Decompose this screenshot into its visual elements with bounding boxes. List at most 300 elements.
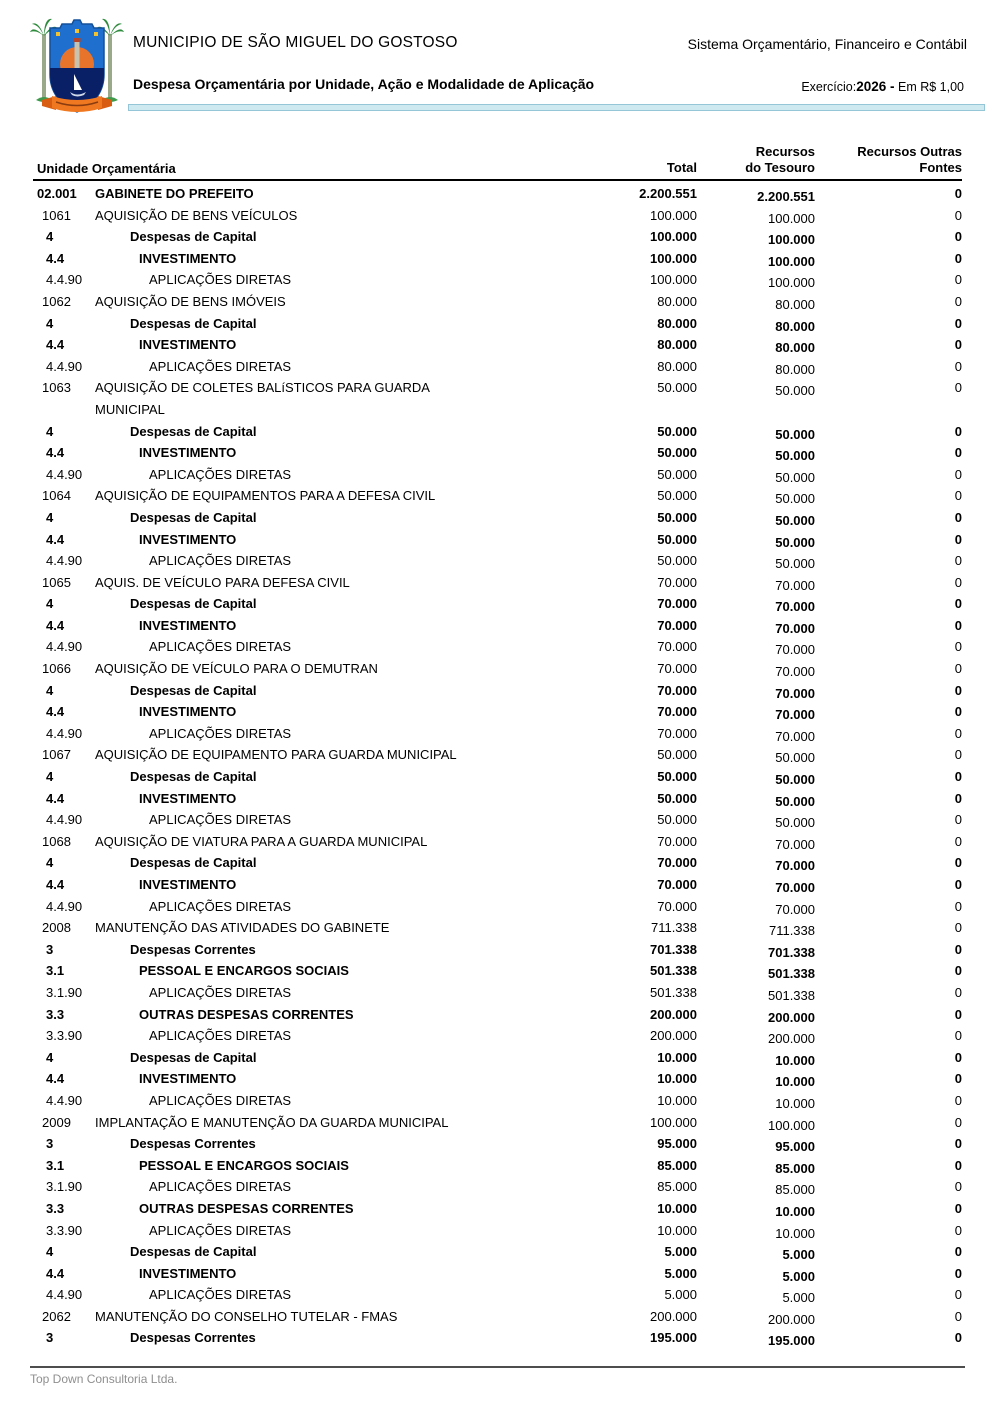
- row-outras: 0: [954, 380, 962, 396]
- row-code: 4.4.90: [46, 725, 83, 741]
- row-total: 50.000: [657, 423, 697, 439]
- row-description: OUTRAS DESPESAS CORRENTES: [139, 1006, 354, 1022]
- municipality-name: MUNICIPIO DE SÃO MIGUEL DO GOSTOSO: [133, 34, 458, 51]
- row-outras: 0: [954, 1092, 962, 1108]
- header-accent-bar: [128, 104, 985, 111]
- row-tesouro: 50.000: [775, 750, 815, 766]
- row-code: 4.4.90: [46, 898, 83, 914]
- row-outras: 0: [954, 272, 962, 288]
- row-tesouro: 80.000: [775, 340, 815, 356]
- row-tesouro: 70.000: [775, 599, 815, 615]
- row-code: 02.001: [37, 186, 77, 201]
- row-outras: 0: [954, 1136, 962, 1152]
- row-description: PESSOAL E ENCARGOS SOCIAIS: [139, 1157, 349, 1173]
- row-tesouro: 70.000: [775, 620, 815, 636]
- row-description: AQUISIÇÃO DE BENS IMÓVEIS: [95, 293, 286, 309]
- row-code: 3.1.90: [46, 1179, 83, 1195]
- row-description: INVESTIMENTO: [139, 1265, 237, 1281]
- row-total: 70.000: [657, 639, 697, 655]
- row-description: Despesas de Capital: [130, 509, 257, 525]
- row-code: 4.4: [46, 250, 65, 266]
- row-total: 10.000: [657, 1200, 697, 1216]
- row-tesouro: 70.000: [775, 577, 815, 593]
- row-total: 10.000: [657, 1049, 697, 1065]
- row-total: 85.000: [657, 1179, 697, 1195]
- row-total: 50.000: [657, 747, 697, 763]
- column-header-total: Total: [666, 160, 697, 175]
- row-outras: 0: [954, 1179, 962, 1195]
- row-description: Despesas de Capital: [130, 1244, 257, 1260]
- row-outras: 0: [954, 553, 962, 569]
- table-row: [33, 1220, 962, 1242]
- row-total: 70.000: [657, 855, 697, 871]
- row-outras: 0: [954, 833, 962, 849]
- column-header-unit: Unidade Orçamentária: [37, 161, 176, 176]
- table-row: [33, 939, 962, 961]
- exercise-label: Exercício:: [801, 80, 857, 94]
- row-tesouro: 10.000: [775, 1052, 815, 1068]
- table-row: [33, 1198, 962, 1220]
- table-row: [33, 766, 962, 788]
- row-code: 4: [46, 855, 54, 871]
- row-total: 195.000: [650, 1330, 697, 1346]
- row-code: 1064: [42, 488, 71, 504]
- table-row: [33, 1068, 962, 1090]
- row-description: AQUISIÇÃO DE EQUIPAMENTOS PARA A DEFESA CIVIL: [95, 488, 436, 504]
- row-tesouro: 711.338: [768, 923, 815, 939]
- row-tesouro: 70.000: [775, 707, 815, 723]
- row-description: APLICAÇÕES DIRETAS: [149, 1028, 292, 1044]
- row-outras: 0: [954, 1287, 962, 1303]
- row-outras: 0: [954, 877, 962, 892]
- row-tesouro: 50.000: [775, 815, 815, 831]
- row-total: 10.000: [657, 1092, 697, 1108]
- row-outras: 0: [954, 682, 962, 698]
- row-description: APLICAÇÕES DIRETAS: [149, 1222, 292, 1238]
- row-outras: 0: [954, 1049, 962, 1065]
- row-tesouro: 70.000: [775, 858, 815, 874]
- row-outras: 0: [954, 423, 962, 439]
- row-code: 4: [46, 1049, 54, 1065]
- row-description: APLICAÇÕES DIRETAS: [149, 725, 292, 741]
- table-row: [33, 701, 962, 723]
- table-row: [33, 960, 962, 982]
- row-code: 1065: [42, 574, 71, 590]
- row-total: 501.338: [650, 963, 697, 979]
- row-total: 70.000: [657, 725, 697, 741]
- row-description: INVESTIMENTO: [139, 531, 237, 547]
- row-outras: 0: [954, 790, 962, 806]
- row-outras: 0: [954, 1265, 962, 1281]
- row-tesouro: 501.338: [768, 987, 815, 1003]
- row-code: 1062: [42, 293, 71, 309]
- row-description: Despesas Correntes: [130, 941, 256, 957]
- row-description: INVESTIMENTO: [139, 250, 237, 266]
- row-code: 4.4: [46, 704, 65, 720]
- row-tesouro: 50.000: [775, 534, 815, 550]
- row-tesouro: 501.338: [768, 966, 815, 982]
- row-description: INVESTIMENTO: [139, 877, 237, 892]
- row-description: IMPLANTAÇÃO E MANUTENÇÃO DA GUARDA MUNICIPAL: [95, 1114, 449, 1130]
- row-tesouro: 701.338: [768, 944, 815, 960]
- row-code: 3.3: [46, 1006, 65, 1022]
- row-total: 501.338: [650, 984, 697, 1000]
- row-description: Despesas Correntes: [130, 1330, 256, 1346]
- row-code: 1061: [42, 207, 71, 223]
- row-tesouro: 200.000: [768, 1311, 815, 1327]
- row-outras: 0: [954, 596, 962, 612]
- row-description-line2: MUNICIPAL: [95, 401, 165, 417]
- row-outras: 0: [954, 617, 962, 633]
- row-description: APLICAÇÕES DIRETAS: [149, 984, 292, 1000]
- row-outras: 0: [954, 812, 962, 828]
- table-row: [33, 377, 962, 420]
- row-outras: 0: [954, 186, 962, 201]
- row-tesouro: 70.000: [775, 880, 815, 895]
- exercise-unit: Em R$ 1,00: [894, 80, 964, 94]
- row-code: 4.4: [46, 531, 65, 547]
- row-tesouro: 100.000: [768, 210, 815, 226]
- row-description: APLICAÇÕES DIRETAS: [149, 639, 292, 655]
- row-code: 4: [46, 315, 54, 331]
- row-tesouro: 5.000: [782, 1247, 815, 1263]
- table-row: [33, 982, 962, 1004]
- lighthouse: [75, 40, 80, 68]
- row-total: 200.000: [650, 1028, 697, 1044]
- row-total: 80.000: [657, 358, 697, 374]
- row-code: 4.4.90: [46, 358, 83, 374]
- page-footer: [30, 1366, 965, 1386]
- row-tesouro: 100.000: [768, 253, 815, 269]
- table-row: [33, 1025, 962, 1047]
- row-description: Despesas de Capital: [130, 855, 257, 871]
- row-tesouro: 5.000: [782, 1290, 815, 1306]
- row-description: APLICAÇÕES DIRETAS: [149, 812, 292, 828]
- row-tesouro: 50.000: [775, 772, 815, 788]
- row-code: 3: [46, 941, 54, 957]
- row-description: Despesas de Capital: [130, 1049, 257, 1065]
- table-row: [33, 464, 962, 486]
- row-total: 50.000: [657, 553, 697, 569]
- row-total: 70.000: [657, 898, 697, 914]
- row-total: 5.000: [664, 1287, 697, 1303]
- row-total: 50.000: [657, 769, 697, 785]
- row-outras: 0: [954, 963, 962, 979]
- row-description: AQUISIÇÃO DE EQUIPAMENTO PARA GUARDA MUNICIPAL: [95, 747, 457, 763]
- table-row: [33, 1090, 962, 1112]
- row-tesouro: 95.000: [775, 1139, 815, 1155]
- row-description: APLICAÇÕES DIRETAS: [149, 272, 292, 288]
- row-total: 80.000: [657, 315, 697, 331]
- row-tesouro: 50.000: [775, 556, 815, 572]
- row-tesouro: 200.000: [768, 1031, 815, 1047]
- row-tesouro: 70.000: [775, 642, 815, 658]
- row-description: INVESTIMENTO: [139, 617, 237, 633]
- table-row: [33, 917, 962, 939]
- row-outras: 0: [954, 725, 962, 741]
- row-tesouro: 5.000: [782, 1268, 815, 1284]
- row-code: 4.4: [46, 877, 65, 892]
- row-code: 2009: [42, 1114, 71, 1130]
- table-row: [33, 680, 962, 702]
- row-description: APLICAÇÕES DIRETAS: [149, 1179, 292, 1195]
- table-row: [33, 615, 962, 637]
- table-row: [33, 248, 962, 270]
- table-row: [33, 636, 962, 658]
- row-description: INVESTIMENTO: [139, 704, 237, 720]
- row-outras: 0: [954, 1028, 962, 1044]
- row-tesouro: 50.000: [775, 512, 815, 528]
- table-row: [33, 205, 962, 227]
- row-tesouro: 195.000: [768, 1333, 815, 1349]
- row-total: 701.338: [650, 941, 697, 957]
- budget-table: [33, 134, 962, 1349]
- row-description: Despesas de Capital: [130, 596, 257, 612]
- row-tesouro: 200.000: [768, 1009, 815, 1025]
- row-tesouro: 70.000: [775, 685, 815, 701]
- table-row: [33, 874, 962, 896]
- row-code: 4.4.90: [46, 553, 83, 569]
- table-row: [33, 1004, 962, 1026]
- row-description: APLICAÇÕES DIRETAS: [149, 358, 292, 374]
- column-header-tesouro: Recursos do Tesouro: [745, 144, 815, 175]
- table-row: [33, 809, 962, 831]
- row-outras: 0: [954, 941, 962, 957]
- row-outras: 0: [954, 337, 962, 353]
- table-row: [33, 1241, 962, 1263]
- row-code: 4: [46, 596, 54, 612]
- row-total: 70.000: [657, 877, 697, 892]
- row-description: AQUISIÇÃO DE COLETES BALíSTICOS PARA GUARDA MUNICIPAL: [95, 377, 601, 420]
- table-row: [33, 269, 962, 291]
- exercise-line: [801, 79, 964, 94]
- row-code: 2062: [42, 1308, 71, 1324]
- row-description: Despesas de Capital: [130, 423, 257, 439]
- table-row: [33, 788, 962, 810]
- row-code: 4.4.90: [46, 812, 83, 828]
- table-row: [33, 183, 962, 205]
- row-code: 4.4: [46, 790, 65, 806]
- row-code: 1063: [42, 380, 71, 396]
- row-outras: 0: [954, 488, 962, 504]
- row-total: 5.000: [664, 1265, 697, 1281]
- row-code: 4: [46, 1244, 54, 1260]
- row-outras: 0: [954, 920, 962, 936]
- row-code: 4: [46, 509, 54, 525]
- row-code: 4: [46, 229, 54, 245]
- table-row: [33, 334, 962, 356]
- row-description: APLICAÇÕES DIRETAS: [149, 553, 292, 569]
- row-outras: 0: [954, 574, 962, 590]
- row-description: Despesas de Capital: [130, 769, 257, 785]
- row-outras: 0: [954, 855, 962, 871]
- row-tesouro: 70.000: [775, 664, 815, 680]
- row-description: Despesas de Capital: [130, 315, 257, 331]
- row-total: 100.000: [650, 250, 697, 266]
- table-row: [33, 1284, 962, 1306]
- row-total: 80.000: [657, 293, 697, 309]
- row-code: 1066: [42, 661, 71, 677]
- row-code: 3.3.90: [46, 1222, 83, 1238]
- table-row: [33, 356, 962, 378]
- row-tesouro: 50.000: [775, 383, 815, 399]
- row-total: 70.000: [657, 833, 697, 849]
- row-description: APLICAÇÕES DIRETAS: [149, 466, 292, 482]
- row-code: 4.4.90: [46, 1287, 83, 1303]
- row-total: 70.000: [657, 574, 697, 590]
- row-outras: 0: [954, 1330, 962, 1346]
- row-outras: 0: [954, 229, 962, 245]
- row-description: MANUTENÇÃO DO CONSELHO TUTELAR - FMAS: [95, 1308, 398, 1324]
- table-body: [33, 181, 962, 1349]
- table-row: [33, 485, 962, 507]
- row-total: 95.000: [657, 1136, 697, 1152]
- table-row: [33, 831, 962, 853]
- table-row: [33, 1306, 962, 1328]
- row-tesouro: 50.000: [775, 448, 815, 464]
- table-row: [33, 744, 962, 766]
- row-outras: 0: [954, 1200, 962, 1216]
- row-total: 70.000: [657, 617, 697, 633]
- table-row: [33, 723, 962, 745]
- row-total: 50.000: [657, 531, 697, 547]
- row-total: 85.000: [657, 1157, 697, 1173]
- row-tesouro: 100.000: [768, 275, 815, 291]
- footer-company: Top Down Consultoria Ltda.: [30, 1372, 178, 1386]
- table-row: [33, 442, 962, 464]
- row-tesouro: 100.000: [768, 232, 815, 248]
- row-tesouro: 80.000: [775, 361, 815, 377]
- row-code: 3.3.90: [46, 1028, 83, 1044]
- row-description: AQUIS. DE VEÍCULO PARA DEFESA CIVIL: [95, 574, 350, 590]
- exercise-year: 2026 -: [856, 79, 895, 94]
- system-name: Sistema Orçamentário, Financeiro e Contábil: [687, 36, 967, 52]
- row-code: 4.4: [46, 337, 65, 353]
- row-code: 4.4: [46, 1265, 65, 1281]
- row-code: 4.4.90: [46, 466, 83, 482]
- row-code: 4: [46, 423, 54, 439]
- row-tesouro: 50.000: [775, 469, 815, 485]
- table-row: [33, 226, 962, 248]
- row-total: 50.000: [657, 812, 697, 828]
- row-description: APLICAÇÕES DIRETAS: [149, 1287, 292, 1303]
- row-total: 10.000: [657, 1222, 697, 1238]
- row-outras: 0: [954, 661, 962, 677]
- row-tesouro: 85.000: [775, 1160, 815, 1176]
- row-total: 50.000: [657, 445, 697, 461]
- row-total: 70.000: [657, 661, 697, 677]
- row-description: INVESTIMENTO: [139, 337, 237, 353]
- table-row: [33, 852, 962, 874]
- row-outras: 0: [954, 1157, 962, 1173]
- row-description: INVESTIMENTO: [139, 1071, 237, 1087]
- row-total: 10.000: [657, 1071, 697, 1087]
- table-row: [33, 529, 962, 551]
- row-outras: 0: [954, 509, 962, 525]
- row-code: 4.4.90: [46, 1092, 83, 1108]
- row-total: 50.000: [657, 509, 697, 525]
- row-code: 3.1: [46, 1157, 65, 1173]
- row-description: AQUISIÇÃO DE BENS VEÍCULOS: [95, 207, 298, 223]
- table-row: [33, 421, 962, 443]
- row-code: 4.4: [46, 1071, 65, 1087]
- row-tesouro: 10.000: [775, 1203, 815, 1219]
- row-total: 80.000: [657, 337, 697, 353]
- table-row: [33, 507, 962, 529]
- row-tesouro: 50.000: [775, 793, 815, 809]
- row-outras: 0: [954, 445, 962, 461]
- row-description: APLICAÇÕES DIRETAS: [149, 898, 292, 914]
- row-total: 70.000: [657, 596, 697, 612]
- row-description: INVESTIMENTO: [139, 445, 237, 461]
- row-tesouro: 80.000: [775, 318, 815, 334]
- row-code: 3.3: [46, 1200, 65, 1216]
- row-outras: 0: [954, 1071, 962, 1087]
- row-code: 3: [46, 1136, 54, 1152]
- row-total: 100.000: [650, 207, 697, 223]
- row-description: OUTRAS DESPESAS CORRENTES: [139, 1200, 354, 1216]
- row-outras: 0: [954, 207, 962, 223]
- row-outras: 0: [954, 1114, 962, 1130]
- municipal-coat-of-arms-logo: [30, 12, 124, 122]
- table-row: [33, 1133, 962, 1155]
- row-code: 4: [46, 682, 54, 698]
- row-description: Despesas Correntes: [130, 1136, 256, 1152]
- table-header-row: [33, 134, 962, 181]
- row-outras: 0: [954, 1244, 962, 1260]
- row-description: Despesas de Capital: [130, 229, 257, 245]
- row-code: 4.4: [46, 617, 65, 633]
- row-total: 100.000: [650, 229, 697, 245]
- row-tesouro: 70.000: [775, 728, 815, 744]
- row-code: 4.4.90: [46, 639, 83, 655]
- row-outras: 0: [954, 531, 962, 547]
- row-outras: 0: [954, 358, 962, 374]
- row-description: INVESTIMENTO: [139, 790, 237, 806]
- row-total: 100.000: [650, 272, 697, 288]
- row-code: 2008: [42, 920, 71, 936]
- table-row: [33, 1112, 962, 1134]
- row-code: 3.1: [46, 963, 65, 979]
- row-description: MANUTENÇÃO DAS ATIVIDADES DO GABINETE: [95, 920, 390, 936]
- row-description: GABINETE DO PREFEITO: [95, 186, 254, 201]
- table-row: [33, 1155, 962, 1177]
- column-header-outras: Recursos Outras Fontes: [857, 144, 962, 175]
- table-row: [33, 1176, 962, 1198]
- row-outras: 0: [954, 984, 962, 1000]
- row-tesouro: 70.000: [775, 901, 815, 917]
- row-tesouro: 10.000: [775, 1225, 815, 1241]
- row-total: 200.000: [650, 1308, 697, 1324]
- row-description: PESSOAL E ENCARGOS SOCIAIS: [139, 963, 349, 979]
- row-code: 4: [46, 769, 54, 785]
- row-code: 4.4.90: [46, 272, 83, 288]
- report-header: [0, 0, 1000, 134]
- row-outras: 0: [954, 704, 962, 720]
- row-total: 5.000: [664, 1244, 697, 1260]
- row-code: 3.1.90: [46, 984, 83, 1000]
- table-row: [33, 1263, 962, 1285]
- table-row: [33, 550, 962, 572]
- row-total: 50.000: [657, 488, 697, 504]
- table-row: [33, 896, 962, 918]
- row-code: 1068: [42, 833, 71, 849]
- row-outras: 0: [954, 293, 962, 309]
- row-tesouro: 2.200.551: [757, 189, 815, 204]
- row-total: 50.000: [657, 380, 697, 396]
- row-description: AQUISIÇÃO DE VIATURA PARA A GUARDA MUNICIPAL: [95, 833, 428, 849]
- row-outras: 0: [954, 466, 962, 482]
